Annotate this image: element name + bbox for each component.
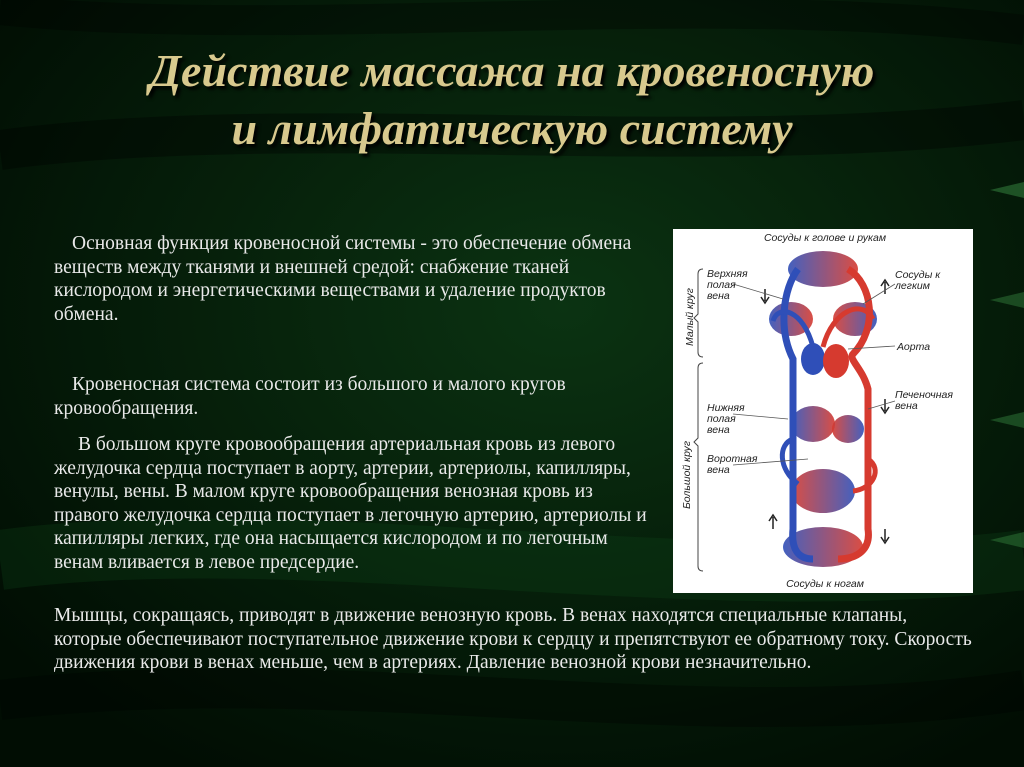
paragraph-big-small-circle: В большом круге кровообращения артериальная кровь из левого желудочка сердца поступает в аорту, артерии, артериолы, капилляры, венулы, вены. В малом круге кровообращения венозная кровь из правого желудочка сердца поступает в легочную артерию, артериолы и капилляры легких, где она насыщается кислородом и по легочным венам вливается в левое предсердие. bbox=[54, 434, 647, 573]
label-portal-vein: Воротная вена bbox=[707, 453, 758, 476]
title-line-1: Действие массажа на кровеносную bbox=[149, 45, 875, 96]
label-lung-vessels: Сосуды к легким bbox=[895, 269, 941, 292]
title-line-2: и лимфатическую систему bbox=[231, 103, 793, 154]
label-big-circle: Большой круг bbox=[681, 440, 694, 510]
label-aorta: Аорта bbox=[897, 341, 931, 353]
paragraph-main-function: Основная функция кровеносной системы - это обеспечение обмена веществ между тканями и внешней средой: снабжение тканей кислородом и энергетическими веществами и удаление продуктов обмена. bbox=[54, 233, 632, 325]
circulatory-system-diagram bbox=[673, 229, 973, 593]
label-superior-vena-cava: Верхняя полая вена bbox=[707, 268, 748, 302]
paragraph-circulation-circles: Кровеносная система состоит из большого и малого кругов кровообращения. bbox=[54, 374, 566, 419]
slide-title bbox=[30, 42, 994, 158]
label-head-arm-vessels: Сосуды к голове и рукам bbox=[763, 232, 887, 244]
label-inferior-vena-cava: Нижняя полая вена bbox=[707, 402, 745, 436]
label-hepatic-vein: Печеночная вена bbox=[895, 389, 953, 412]
label-small-circle: Малый круг bbox=[683, 288, 696, 346]
paragraph-veins: Мышцы, сокращаясь, приводят в движение венозную кровь. В венах находятся специальные клапаны, которые обеспечивают поступательное движение крови к сердцу и препятствуют ее обратному току. Скорость движения крови в венах меньше, чем в артериях. Давление венозной крови незначительно. bbox=[54, 605, 972, 674]
label-leg-vessels: Сосуды к ногам bbox=[786, 578, 864, 590]
